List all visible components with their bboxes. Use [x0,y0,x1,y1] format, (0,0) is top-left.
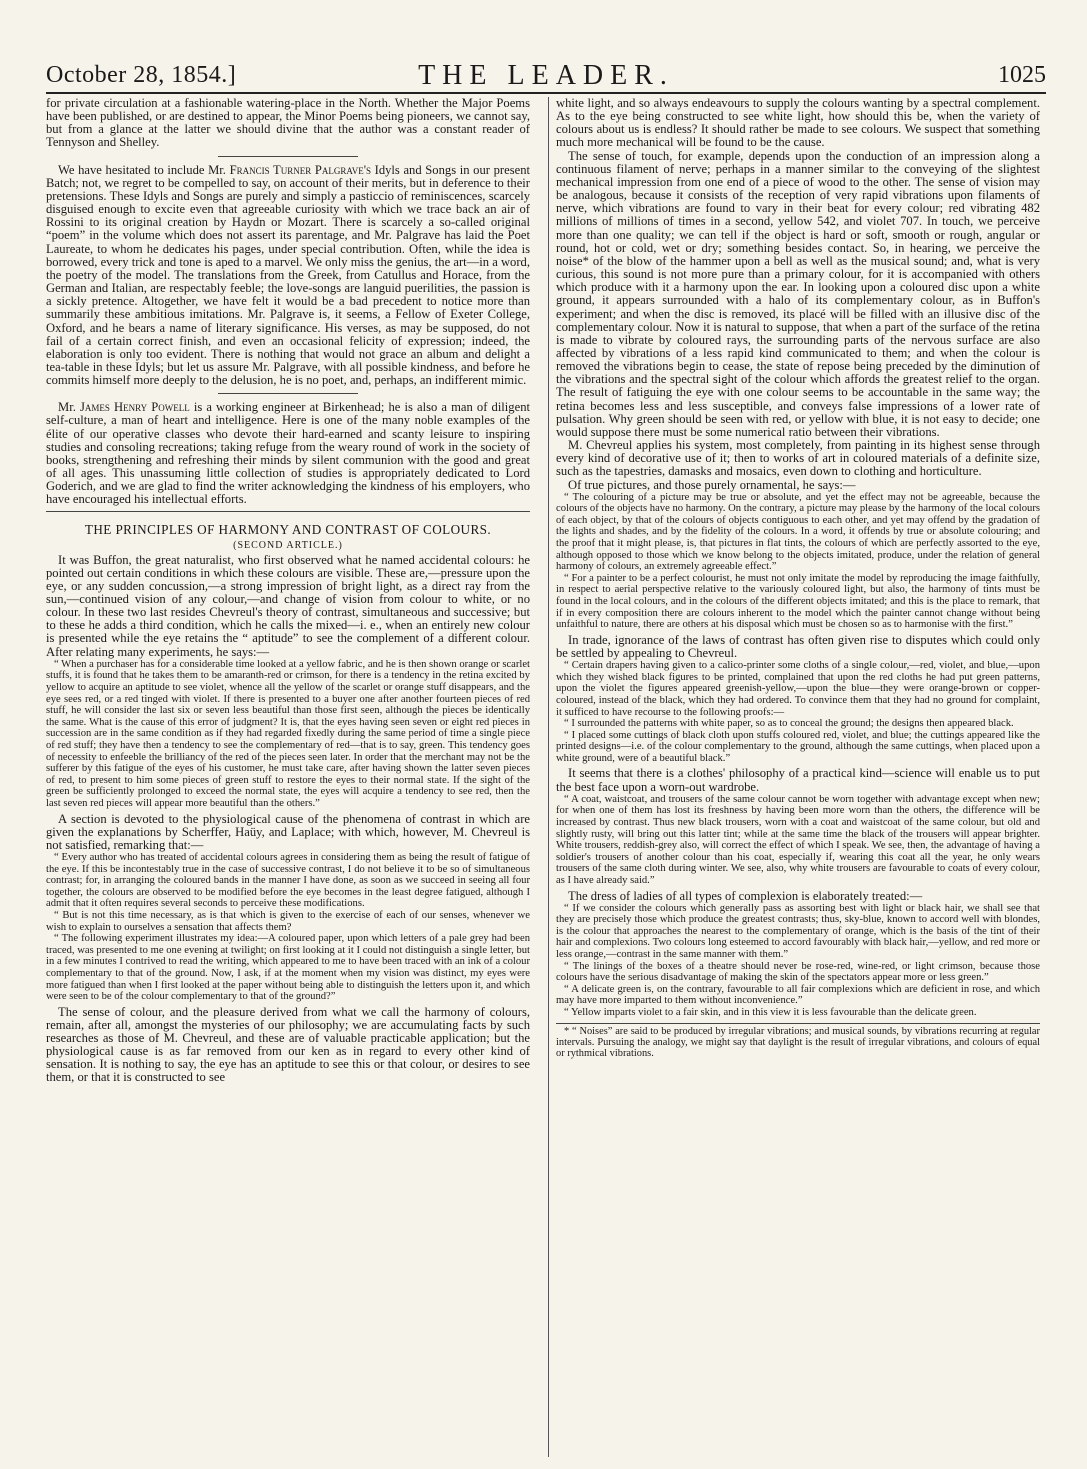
separator-rule [218,156,358,157]
issue-date: October 28, 1854.] [46,62,237,88]
powell-lead: Mr. [58,400,80,415]
author-name-palgrave: Francis Turner Palgrave's [229,162,371,177]
quote-purchaser: “ When a purchaser has for a considerable time looked at a yellow fabric, and he is then shown orange or scarlet stuffs, it is found that he takes them to be amaranth-red or crimson, for there is a tendency in the retina excited by yellow to acquire an aptitude to see violet, whence all the yellow of the scarlet or orange stuff disappears, and the eye sees red, or a red tinged with violet. If there is presented to a buyer one after another fourteen pieces of red stuff, he will consider the last six or seven less beautiful than those first seen, although the pieces be identically the same. What is the cause of this error of judgment? It is, that the eyes having seen seven or eight red pieces in succession are in the same condition as if they had regarded fixedly during the same period of time a single piece of red stuff; they have then a tendency to see the complementary of red—that is to say, green. This tendency goes of necessity to enfeeble the brilliancy of the red of the pieces seen later. In order that the merchant may not be the sufferer by this fatigue of the eyes of his customer, he must take care, after having shown the latter seven pieces of red, to present to him some pieces of green stuff to restore the eyes to their normal state. If the sight of the green be sufficiently prolonged to exceed the normal state, the eyes will acquire a tendency to see red, then the last seven red pieces will appear more beautiful than the others.” [46,658,530,809]
palgrave-body: Idyls and Songs in our present Batch; not, we regret to be compelled to say, on account of their merits, but in deference to their pretensions. These Idyls and Songs are purely and simply a pasticcio of reminiscences, scarcely disguised enough to excite even that agreeable curiosity with which we trace back an air of Rossini to its original creation by Haydn or Mozart. There is scarcely a so-called original “poem” in the volume which does not assert its parentage, and Mr. Palgrave has laid the Poet Laureate, to whom he dedicates his pages, under special contribution. Often, while the idea is borrowed, every trick and tone is aped to a marvel. We only miss the genius, the art—in a word, the poetry of the model. The translations from the Greek, from Catullus and Horace, from the German and Italian, are respectably feeble; the love-songs are languid puerilities, the passion is a sickly pretence. Altogether, we have felt it would be a bad precedent to notice more than summarily these ambitious imitations. Mr. Palgrave is, it seems, a Fellow of Exeter College, Oxford, and he bears a name of literary significance. His verses, as may be supposed, do not fail of a certain correct finish, and even an occasional felicity of expression; indeed, the elaboration is only too evident. There is nothing that would not grace an album and delight a tea-table in these Idyls; but let us assure Mr. Palgrave, with all possible kindness, and before he commits himself more deeply to the delusion, he is no poet, and, perhaps, an indifferent mimic. [46,162,530,388]
quote-white-paper: “ I surrounded the patterns with white paper, so as to conceal the ground; the designs then appeared black. [564,718,1014,730]
author-name-powell: James Henry Powell [79,400,190,415]
right-column [556,97,1040,1462]
paragraph-clothes-philosophy: It seems that there is a clothes' philosophy of a practical kind—science will enable us to put the best face upon a worn-out wardrobe. [556,766,1040,794]
quote-drapers: “ Certain drapers having given to a calico-printer some cloths of a single colour,—red, violet, and blue,—upon which they wished black figures to be printed, complained that upon the red cloths he had put green patterns, upon the violet the figures appeared greenish-yellow,—upon the blue—they were orange-brown or copper-coloured, instead of the black, which they had ordered. To convince them that they had no ground for complaint, it sufficed to have recourse to the following proofs:— [556,660,1040,718]
newspaper-title: THE LEADER. [418,60,674,91]
masthead [46,54,1046,94]
quote-time-necessary: “ But is not this time necessary, as is that which is given to the exercise of each of our senses, whenever we wish to explain to ourselves a sensation that affects them? [46,909,530,933]
quote-delicate-green: “ A delicate green is, on the contrary, favourable to all fair complexions which are deficient in rose, and which may have more imparted to them without inconvenience.” [556,983,1040,1007]
palgrave-lead: We have hesitated to include Mr. [58,162,230,177]
paragraph-sense-of-touch: The sense of touch, for example, depends upon the conduction of an impression along a continuous filament of nerve; perhaps in a manner similar to the conveying of the slightest mechanical impression from one end of a piece of wood to the other. The sense of vision may be analogous, because it consists of the reception of very rapid vibrations upon filaments of nerve, which vibrations are found to vary in their beat for every colour; red vibrating 482 millions of millions of times in a second, yellow 542, and violet 707. In touch, we perceive more than one quality; we can tell if the object is hard or soft, smooth or rough, angular or round, hot or cold, wet or dry; something besides contact. So, in hearing, we perceive the noise* of the blow of the hammer upon a bell as well as the musical sound; and, what is very curious, this sound is not more pure than a primary colour, for it is accompanied with others which produce with it a harmony upon the ear. In looking upon a coloured disc upon a white ground, it appears surrounded with a halo of its complementary colour, as in Buffon's experiment; and when the disc is removed, its placé will be filled with an illusive disc of the complementary colour. Now it is natural to suppose, that when a part of the surface of the retina is made to vibrate by coloured rays, the surrounding parts of the nervous surface are also affected by vibrations of a less rapid kind communicated to them; and when the colour is removed the vibrations begin to cease, the state of repose being preceded by the diminution of the vibrations and the spectral sight of the colour which affords the greatest relief to the organ. The result of fatiguing the eye with one colour seems to be accountable in the same way; the retina becomes less and less susceptible, and conveys false impressions of a lower rate of pulsation. Why green should be seen with red, or yellow with blue, it is not easy to decide; one would suppose there must be some numerical ratio between their vibrations. [556,148,1040,439]
quote-yellow-violet: “ Yellow imparts violet to a fair skin, and in this view it is less favourable than the delicate green. [564,1007,977,1019]
paragraph-trade: In trade, ignorance of the laws of contrast has often given rise to disputes which could only be settled by appealing to Chevreul. [556,632,1040,660]
footnote-noises: * “ Noises” are said to be produced by irregular vibrations; and musical sounds, by vibrations recurring at regular intervals. Pursuing the analogy, we might say that daylight is the result of irregular vibrations, and colours of equal or rythmical vibrations. [556,1025,1040,1060]
paragraph-buffon: It was Buffon, the great naturalist, who first observed what he named accidental colours: he pointed out certain conditions in which these colours are visible. These are,—pressure upon the eye, or any sudden concussion,—a strong impression of bright light, as a direct ray from the sun,—continued vision of any colour,—and change of vision from colour to white, or no colour. In these two last resides Chevreul's theory of contrast, simultaneous and successive; but to these he adds a third condition, which he calls the mixed—i. e., when an entirely new colour is presented while the eye retains the “ aptitude” to see the complement of a different colour. After relating many experiments, he says:— [46,552,530,659]
paragraph-physiological: A section is devoted to the physiological cause of the phenomena of contrast in which are given the explanations by Scherffer, Haüy, and Laplace; with which, however, M. Chevreul is not satisfied, remarking that:— [46,811,530,852]
paragraph-true-pictures: Of true pictures, and those purely ornamental, he says:— [568,477,856,492]
column-divider [548,97,549,1457]
paragraph-powell [46,401,530,506]
paragraph-white-light: white light, and so always endeavours to supply the colours wanting by a spectral complement. As to the eye being constructed to see white light, how should this be, when the variety of colours about us is endless? It should rather be made to see colours. We suspect that something much more mechanical will be found to be the cause. [556,97,1040,150]
article-title: THE PRINCIPLES OF HARMONY AND CONTRAST OF COLOURS. [84,521,492,537]
quote-coat-waistcoat: “ A coat, waistcoat, and trousers of the same colour cannot be worn together with advantage except when new; for when one of them has lost its freshness by having been more worn than the others, the difference will be increased by contrast. Thus new black trousers, worn with a coat and waistcoat of the same colour, but old and slightly rusty, will bring out this latter tint; while at the same time the black of the trousers will appear brighter. White trousers, reddish-grey also, will correct the effect of which I speak. We see, then, the advantage of having a soldier's trousers of another colour than his coat, especially if, wearing this coat all the year, he only wears trousers of the same cloth during winter. We see, also, why white trousers are favourable to coats of every colour, as I have already said.” [556,793,1040,886]
quote-theatre-boxes: “ The linings of the boxes of a theatre should never be rose-red, wine-red, or light crimson, because those colours have the serious disadvantage of making the skin of the spectators appear more or less green.” [556,960,1040,984]
paragraph-chevreul-system: M. Chevreul applies his system, most completely, from painting in its highest sense through every kind of decorative use of it; then to works of art in coloured materials of a definite size, such as the tapestries, damasks and mosaics, even down to clothing and horticulture. [556,438,1040,479]
quote-black-cloth: “ I placed some cuttings of black cloth upon stuffs coloured red, violet, and blue; the cuttings appeared like the printed designs—i.e. of the colour complementary to the ground, although the same cuttings, when placed upon a white ground, were of a beautiful black.” [556,729,1040,764]
section-rule [46,511,530,512]
quote-perfect-colourist: “ For a painter to be a perfect colourist, he must not only imitate the model by reproducing the image faithfully, in respect to aerial perspective relative to the variously coloured light, but also, the harmony of tints must be found in the local colours, and in the colours of the different objects imitated; and this is the place to remark, that if in every composition there are colours inherent to the model which the painter cannot change without being unfaithful to nature, there are others at his disposal which must be chosen so as to harmonise with the first.” [556,572,1040,631]
left-column [46,97,530,1462]
quote-accidental-colours: “ Every author who has treated of accidental colours agrees in considering them as being the result of fatigue of the eye. If this be incontestably true in the case of successive contrast, I do not believe it to be so of simultaneous contrast; for, in arranging the coloured bands in the manner I have done, as soon as we succeed in seeing all four together, the colours are observed to be modified before the eye becomes in the least degree fatigued, although I admit that it often requires several seconds to perceive these modifications. [46,851,530,910]
quote-experiment: “ The following experiment illustrates my idea:—A coloured paper, upon which letters of a pale grey had been traced, was presented to me one evening at twilight; on first looking at it I could not distinguish a single letter, but in a few minutes I contrived to read the writing, which appeared to me to have been traced with an ink of a colour complementary to that of the ground. Now, I ask, if at the moment when my vision was distinct, my eyes were more fatigued than when I first looked at the paper without being able to distinguish the letters upon it, and which were seen to be of the colour complementary to that of the ground?” [46,933,530,1003]
paragraph-ladies-dress: The dress of ladies of all types of complexion is elaborately treated:— [568,888,923,903]
page-number: 1025 [998,62,1046,88]
separator-rule [218,393,358,394]
paragraph-minor-poems: for private circulation at a fashionable watering-place in the North. Whether the Major Poems have been published, or are destined to appear, the Minor Poems being pioneers, we cannot say, but from a glance at the latter we should divine that the author was a constant reader of Tennyson and Shelley. [46,97,530,150]
powell-body: is a working engineer at Birkenhead; he is also a man of diligent self-culture, a man of heart and intelligence. Here is one of the many noble examples of the élite of our operative classes who devote their hard-earned and scanty leisure to inspiring studies and consoling recreations; taking refuge from the weary round of work in the society of books, strengthening and refreshing their minds by silent communion with the good and great of all ages. This unassuming little collection of studies is appropriately dedicated to Lord Goderich, and we are glad to find the writer acknowledging the kindness of his employers, who have encouraged his intellectual efforts. [46,400,530,507]
article-subtitle: (SECOND ARTICLE.) [233,539,343,551]
quote-picture-colouring: “ The colouring of a picture may be true or absolute, and yet the effect may not be agreeable, because the colours of the objects have no harmony. On the contrary, a picture may please by the harmony of the local colours of each object, by that of the colours of objects contiguous to each other, and yet may offend by the gradation of the lights and shades, and by the fidelity of the colours. In a word, it offends by true or absolute colouring; and the proof that it might please, is, that pictures in flat tints, the colours of which are perfectly assorted to the eye, although opposed to those which we know belong to the objects imitated, produce, under the relation of general harmony of colours, an extremely agreeable effect.” [556,491,1040,573]
paragraph-sense-of-colour: The sense of colour, and the pleasure derived from what we call the harmony of colours, remain, after all, amongst the mysteries of our philosophy; we are accumulating facts by such researches as those of M. Chevreul, and these are of valuable practicable application; but the physiological cause is as far removed from our ken as in regard to every other kind of sensation. It is nothing to say, the eye has an aptitude to see this or that colour, or desires to see them, or that it is constructed to see [46,1004,530,1085]
quote-hair-colours: “ If we consider the colours which generally pass as assorting best with light or black hair, we shall see that they are precisely those which produce the greatest contrasts; thus, sky-blue, known to accord well with blondes, is the colour that approaches the nearest to the complementary of orange, which is the basis of the tint of their hair and complexions. Two colours long esteemed to accord favourably with black hair,—yellow, and red more or less orange,—contrast in the same manner with them.” [556,902,1040,961]
footnote-rule [556,1023,1040,1024]
paragraph-palgrave [46,164,530,388]
